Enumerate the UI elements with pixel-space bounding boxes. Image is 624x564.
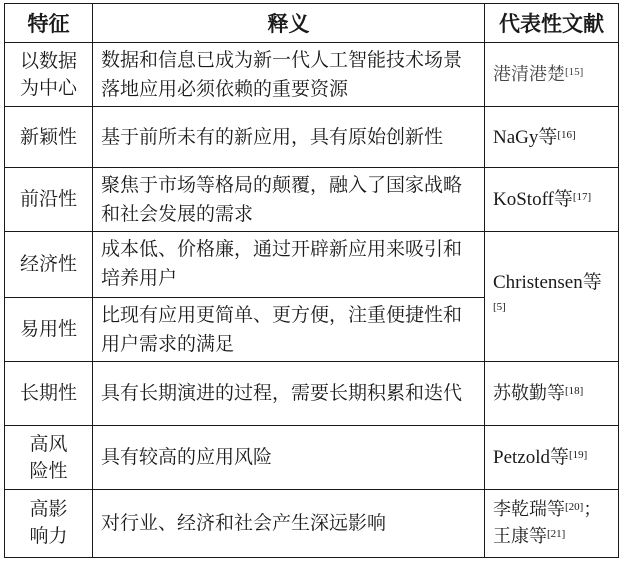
feature-cell: 易用性: [5, 297, 93, 361]
feature-line: 为中心: [19, 76, 77, 99]
feature-cell: [5, 43, 93, 107]
feature-line: 高风: [29, 432, 68, 455]
feature-cell: 前沿性: [5, 168, 93, 231]
reference-text: Petzold等: [493, 447, 569, 468]
header-feature: 特征: [5, 4, 93, 43]
definition-cell: 数据和信息已成为新一代人工智能技术场景落地应用必须依赖的重要资源: [93, 43, 485, 107]
feature-cell: 经济性: [5, 231, 93, 297]
definition-cell: 基于前所未有的新应用，具有原始创新性: [93, 107, 485, 168]
definition-cell: 具有较高的应用风险: [93, 426, 485, 489]
reference-text: NaGy等: [493, 126, 558, 148]
reference-text: 王康等: [493, 526, 547, 548]
header-definition: 释义: [93, 4, 485, 43]
table-row: [5, 168, 619, 231]
feature-cell: [5, 426, 93, 489]
citation-number: [15]: [565, 66, 584, 79]
feature-cell: 新颖性: [5, 107, 93, 168]
reference-cell: [485, 489, 619, 557]
reference-text: 港清港楚: [493, 64, 565, 86]
citation-number: [21]: [547, 528, 566, 541]
header-references: 代表性文献: [485, 4, 619, 43]
reference-cell: [485, 426, 619, 489]
feature-line: 以数据: [19, 49, 77, 72]
reference-cell: [485, 231, 619, 362]
definition-cell: 具有长期演进的过程，需要长期积累和迭代: [93, 362, 485, 426]
table-row: [5, 231, 619, 297]
definition-cell: 聚焦于市场等格局的颠覆，融入了国家战略和社会发展的需求: [93, 168, 485, 231]
definition-cell: 成本低、价格廉，通过开辟新应用来吸引和培养用户: [93, 231, 485, 297]
reference-cell: [485, 43, 619, 107]
feature-line: 响力: [29, 525, 68, 548]
table-row: [5, 489, 619, 557]
citation-number: [5]: [493, 301, 506, 314]
reference-cell: [485, 362, 619, 426]
citation-number: [18]: [565, 385, 584, 398]
reference-text: KoStoff等: [493, 189, 573, 211]
citation-number: [20]: [565, 501, 584, 514]
feature-line: 高影: [29, 498, 68, 521]
reference-cell: [485, 107, 619, 168]
table-header-row: [5, 4, 619, 43]
citation-number: [16]: [557, 128, 576, 141]
table-row: [5, 426, 619, 489]
features-table: [4, 3, 619, 558]
reference-separator: ；: [583, 499, 602, 521]
definition-cell: 比现有应用更简单、更方便，注重便捷性和用户需求的满足: [93, 297, 485, 361]
feature-cell: [5, 489, 93, 557]
definition-cell: 对行业、经济和社会产生深远影响: [93, 489, 485, 557]
feature-line: 险性: [29, 459, 68, 482]
citation-number: [19]: [569, 449, 588, 461]
citation-number: [17]: [572, 191, 592, 204]
table-row: [5, 362, 619, 426]
table-row: [5, 107, 619, 168]
reference-text: 李乾瑞等: [493, 499, 565, 521]
reference-text: Christensen等: [493, 272, 602, 294]
table-row: [5, 43, 619, 107]
reference-cell: [485, 168, 619, 231]
feature-cell: 长期性: [5, 362, 93, 426]
reference-text: 苏敬勤等: [493, 383, 565, 405]
